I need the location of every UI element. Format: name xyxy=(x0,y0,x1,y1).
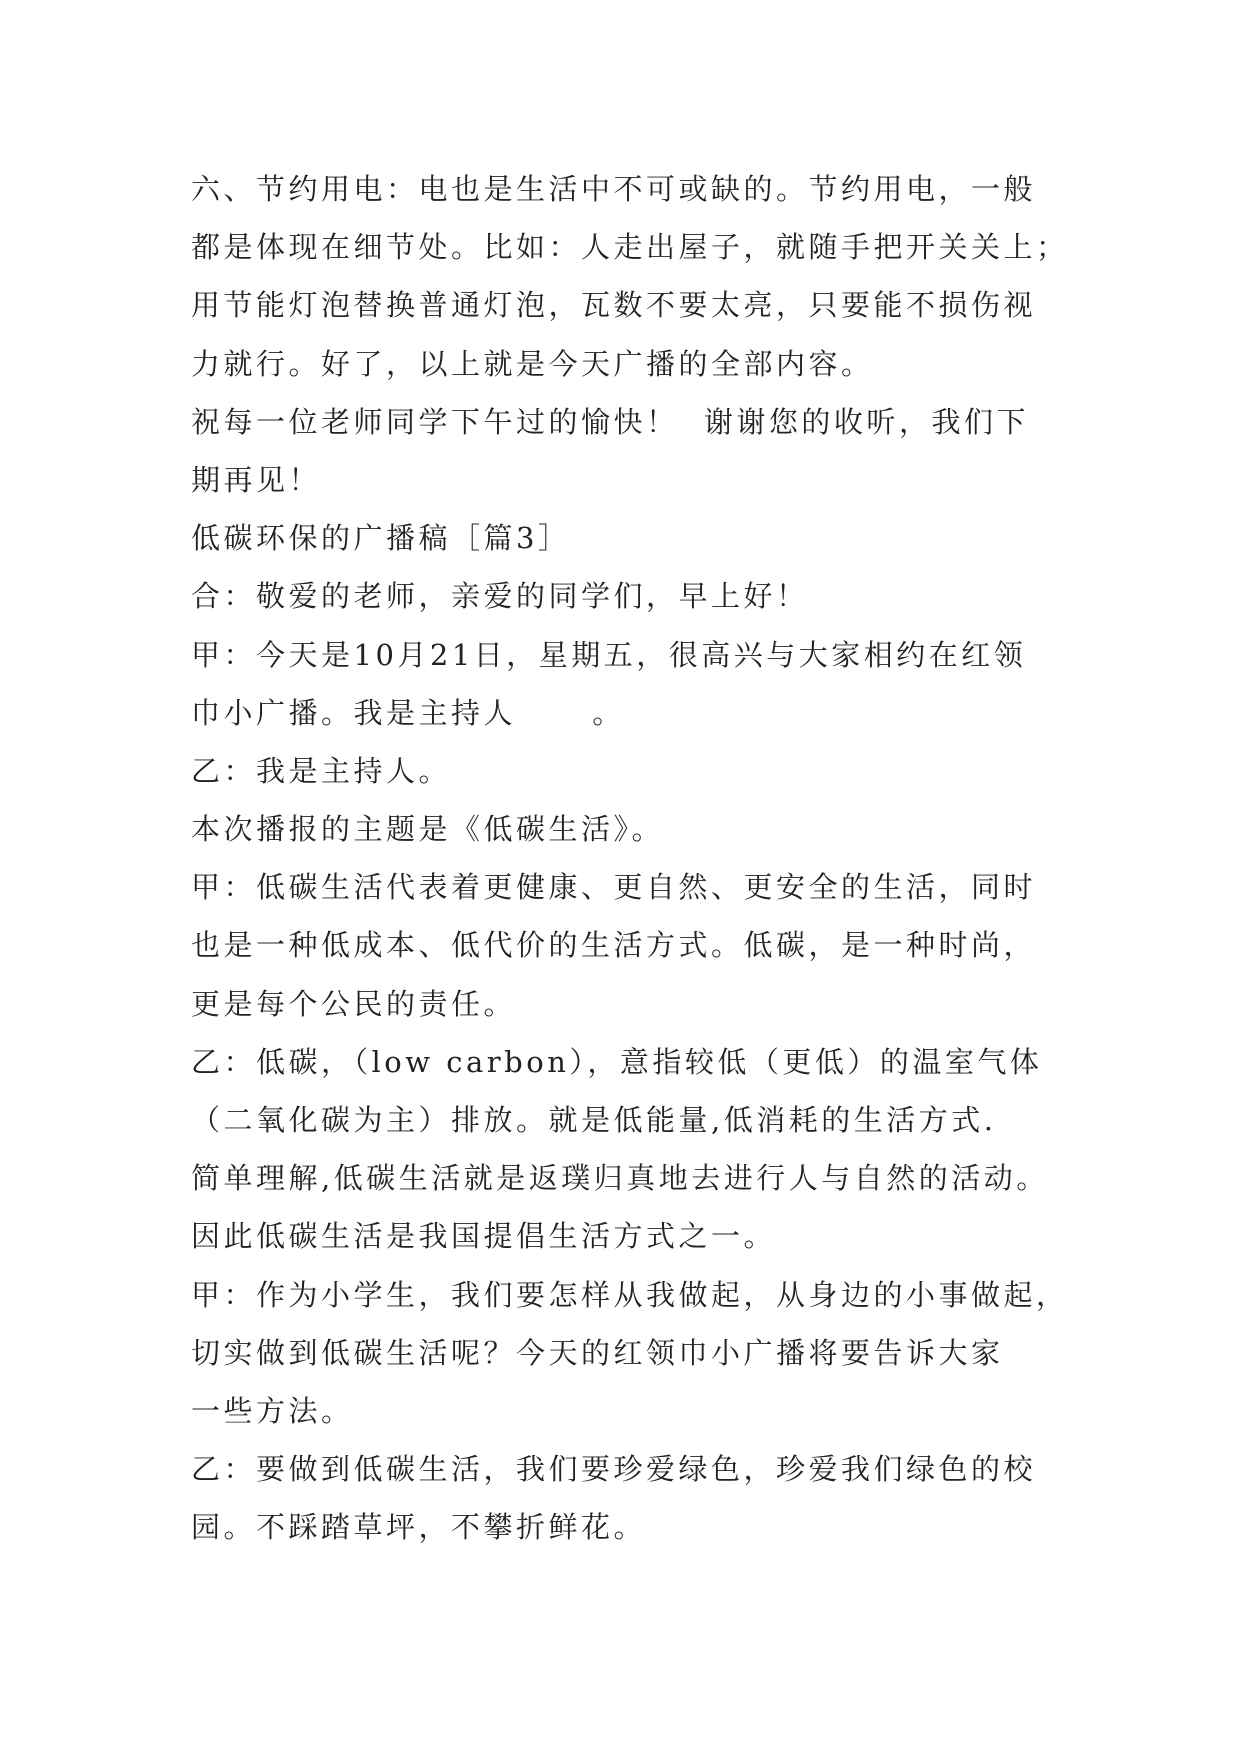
text-line: 也是一种低成本、低代价的生活方式。低碳，是一种时尚， xyxy=(191,928,1037,963)
text-line: 乙：我是主持人。 xyxy=(191,753,452,788)
text-line: 期再见！ xyxy=(191,462,322,497)
text-line: 用节能灯泡替换普通灯泡，瓦数不要太亮，只要能不损伤视 xyxy=(191,288,1037,323)
text-line: （二氧化碳为主）排放。就是低能量,低消耗的生活方式. xyxy=(191,1103,997,1137)
text-line: 本次播报的主题是《低碳生活》。 xyxy=(191,812,665,847)
text-line: 合：敬爱的老师，亲爱的同学们，早上好！ xyxy=(191,579,809,614)
text-line: 祝每一位老师同学下午过的愉快！ 谢谢您的收听，我们下 xyxy=(191,404,1029,439)
section-heading: 低碳环保的广播稿［篇3］ xyxy=(191,521,571,556)
text-line: 更是每个公民的责任。 xyxy=(191,986,517,1021)
text-line: 一些方法。 xyxy=(191,1393,354,1428)
text-line: 力就行。好了，以上就是今天广播的全部内容。 xyxy=(191,346,874,381)
text-line: 甲：今天是10月21日，星期五，很高兴与大家相约在红领 xyxy=(191,637,1027,672)
text-line: 甲：作为小学生，我们要怎样从我做起，从身边的小事做起， xyxy=(191,1277,1069,1312)
text-line: 六、节约用电：电也是生活中不可或缺的。节约用电，一般 xyxy=(191,172,1037,206)
text-line: 乙：要做到低碳生活，我们要珍爱绿色，珍爱我们绿色的校 xyxy=(191,1452,1037,1487)
document-body xyxy=(191,160,1069,1557)
text-line: 甲：低碳生活代表着更健康、更自然、更安全的生活，同时 xyxy=(191,870,1037,905)
text-line: 因此低碳生活是我国提倡生活方式之一。 xyxy=(191,1219,777,1254)
text-line: 巾小广播。我是主持人 。 xyxy=(191,695,625,730)
text-line: 乙：低碳，（low carbon），意指较低（更低）的温室气体 xyxy=(191,1044,1043,1079)
text-line: 切实做到低碳生活呢？今天的红领巾小广播将要告诉大家 xyxy=(191,1335,1004,1370)
text-line: 园。不踩踏草坪，不攀折鲜花。 xyxy=(191,1510,647,1545)
text-line: 简单理解,低碳生活就是返璞归真地去进行人与自然的活动。 xyxy=(191,1161,1049,1196)
text-line: 都是体现在细节处。比如：人走出屋子，就随手把开关关上； xyxy=(191,230,1069,265)
